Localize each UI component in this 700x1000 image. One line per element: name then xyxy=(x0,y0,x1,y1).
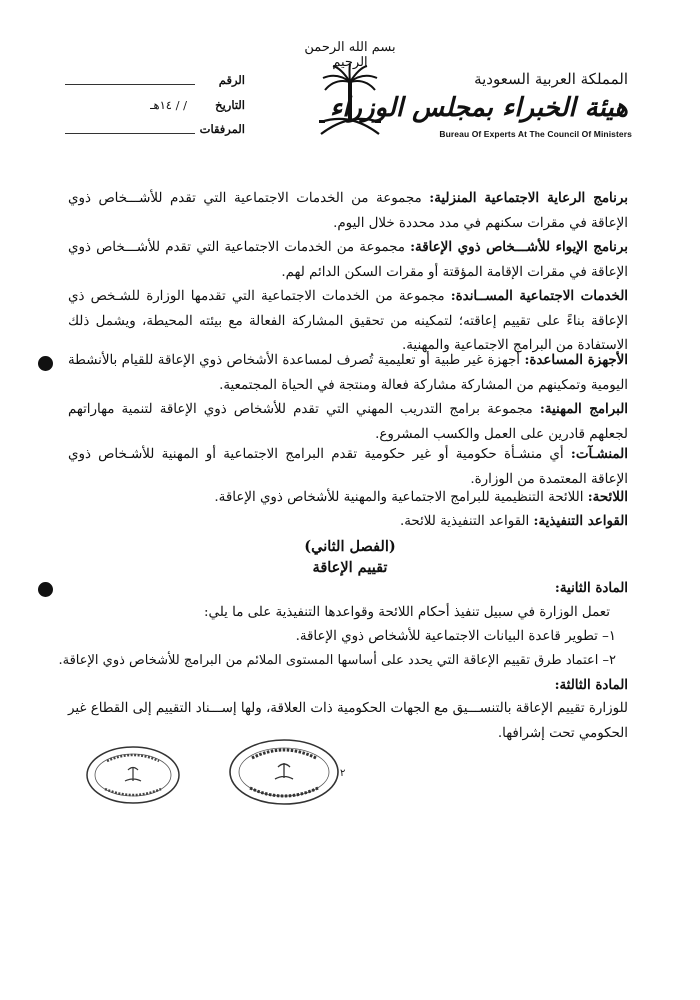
reference-attachments-field xyxy=(55,122,245,138)
definition-executive-rules xyxy=(68,509,628,535)
article-2-heading: المادة الثانية: xyxy=(554,580,628,596)
definition-text: مجموعة من الخدمات الاجتماعية التي تقدم للأشـــخاص ذوي الإعاقة في مقرات سكنهم في مدد محددة خلال اليوم. xyxy=(68,191,628,231)
definition-term: الخدمات الاجتماعية المســاندة: xyxy=(450,288,628,304)
definition-term: برنامج الإيواء للأشـــخاص ذوي الإعاقة: xyxy=(410,239,628,255)
definition-text: اللائحة التنظيمية للبرامج الاجتماعية والمهنية للأشخاص ذوي الإعاقة. xyxy=(214,490,584,505)
definition-text: مجموعة من الخدمات الاجتماعية التي تقدمها الوزارة للشـخص ذي الإعاقة بناءً على تقييم إعاقته؛ لتمكينه من تحقيق المشاركة الفعالة مع بيئته المحيطة، ويشمل ذلك الاستفادة من البرامج الاجتماعية والمهنية. xyxy=(68,289,628,353)
org-name-arabic: المملكة العربية السعودية xyxy=(474,70,628,88)
article-2-item: ١– تطوير قاعدة البيانات الاجتماعية للأشخاص ذوي الإعاقة. xyxy=(295,629,616,644)
definition-home-care xyxy=(68,186,628,236)
definition-term: برنامج الرعاية الاجتماعية المنزلية: xyxy=(429,190,628,206)
definition-assistive-devices xyxy=(68,348,628,398)
definition-text: أي منشـأة حكومية أو غير حكومية تقدم البرامج الاجتماعية أو المهنية للأشـخاص ذوي الإعاقة المعتمدة من الوزارة. xyxy=(68,447,628,487)
definition-term: البرامج المهنية: xyxy=(539,401,628,417)
page-number: ٢ xyxy=(340,768,346,779)
org-name-english: Bureau Of Experts At The Council Of Ministers xyxy=(439,129,632,139)
article-3-text: للوزارة تقييم الإعاقة بالتنســـيق مع الجهات الحكومية ذات العلاقة، ولها إســـناد التقييم إلى القطاع غير الحكومي تحت إشرافها. xyxy=(68,701,628,741)
basmala: بسم الله الرحمن الرحيم xyxy=(304,40,396,70)
reference-number-line xyxy=(65,84,195,85)
definition-term: القواعد التنفيذية: xyxy=(533,513,628,529)
definition-term: اللائحة: xyxy=(587,489,628,505)
definition-vocational-programs xyxy=(68,397,628,447)
reference-date-label: التاريخ xyxy=(215,98,245,112)
reference-date-field xyxy=(55,98,245,114)
chapter-title: (الفصل الثاني) xyxy=(304,538,396,555)
reference-number-field xyxy=(55,73,245,89)
official-seal-right xyxy=(228,738,340,806)
definition-term: الأجهزة المساعدة: xyxy=(524,352,628,368)
article-3-heading: المادة الثالثة: xyxy=(554,677,628,693)
reference-number-label: الرقم xyxy=(218,73,245,87)
reference-date-value: / / ١٤هـ xyxy=(150,98,187,112)
definition-text: مجموعة برامج التدريب المهني التي تقدم للأشخاص ذوي الإعاقة لتنمية مهاراتهم لجعلهم قادرين على العمل والكسب المشروع. xyxy=(68,402,628,442)
article-2-intro: تعمل الوزارة في سبيل تنفيذ أحكام اللائحة وقواعدها التنفيذية على ما يلي: xyxy=(204,605,610,620)
definition-shelter xyxy=(68,235,628,285)
definition-term: المنشـآت: xyxy=(570,446,628,462)
chapter-subtitle: تقييم الإعاقة xyxy=(312,559,388,576)
reference-attachments-label: المرفقات xyxy=(199,122,245,136)
definition-regulation xyxy=(68,485,628,511)
definition-text: مجموعة من الخدمات الاجتماعية التي تقدم للأشـــخاص ذوي الإعاقة في مقرات الإقامة المؤقتة أو مقرات السكن الدائم لهم. xyxy=(68,240,628,280)
article-2-item: ٢– اعتماد طرق تقييم الإعاقة التي يحدد على أساسها المستوى الملائم من البرامج للأشخاص ذوي الإعاقة. xyxy=(58,653,616,668)
definition-text: القواعد التنفيذية للائحة. xyxy=(400,514,530,529)
margin-bullet xyxy=(38,356,53,371)
org-body-arabic: هيئة الخبراء بمجلس الوزراء xyxy=(329,93,628,123)
margin-bullet xyxy=(38,582,53,597)
definition-text: أجهزة غير طبية أو تعليمية تُصرف لمساعدة الأشخاص ذوي الإعاقة للقيام بالأنشطة اليومية وتمكينهم من المشاركة مشاركة فعالة ومنتجة في الحياة المجتمعية. xyxy=(68,353,628,393)
official-seal-left xyxy=(85,745,181,805)
reference-attachments-line xyxy=(65,133,195,134)
